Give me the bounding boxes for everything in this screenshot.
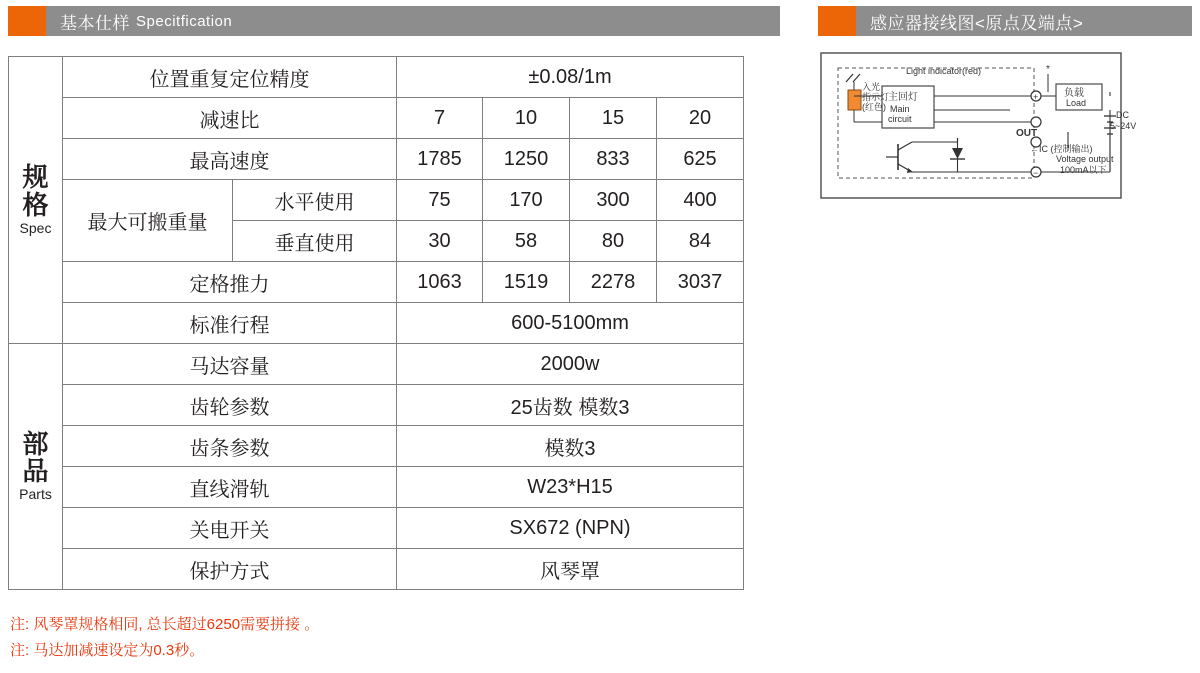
row-value-ratio-2: 10	[483, 98, 570, 139]
row-value-horizontal-4: 400	[657, 180, 744, 221]
row-label-accuracy: 位置重复定位精度	[63, 57, 397, 98]
side-label-parts-en: Parts	[19, 486, 52, 503]
accent-swatch-left	[8, 6, 46, 36]
notes-block	[10, 612, 319, 665]
label-light-cn: 入光	[862, 82, 881, 92]
spec-header-left-bar	[46, 6, 780, 36]
row-value-ratio-4: 20	[657, 98, 744, 139]
table-row	[9, 426, 744, 467]
row-value-thrust-1: 1063	[397, 262, 483, 303]
row-label-max-speed: 最高速度	[63, 139, 397, 180]
table-row	[9, 98, 744, 139]
row-value-accuracy: ±0.08/1m	[397, 57, 744, 98]
note-2: 注: 马达加减速设定为0.3秒。	[10, 642, 205, 660]
row-value-motor-capacity: 2000w	[397, 344, 744, 385]
note-1: 注: 风琴罩规格相同, 总长超过6250需要拼接 。	[10, 616, 320, 633]
side-label-spec-en: Spec	[19, 219, 52, 236]
spec-header-right-bar	[856, 6, 1192, 36]
row-label-rated-thrust: 定格推力	[63, 262, 397, 303]
table-row	[9, 344, 744, 385]
table-row	[9, 508, 744, 549]
side-label-parts-cn: 部品	[22, 428, 49, 487]
label-voltage-output: Voltage output	[1056, 154, 1114, 164]
row-value-thrust-3: 2278	[570, 262, 657, 303]
table-row	[9, 180, 744, 221]
label-main-en2: circuit	[888, 114, 912, 124]
side-label-spec	[9, 57, 63, 344]
table-row	[9, 262, 744, 303]
row-value-horizontal-1: 75	[397, 180, 483, 221]
spec-table-wrap	[8, 56, 743, 590]
spec-header-right-title: 感应器接线图<原点及端点>	[870, 13, 1084, 33]
table-row	[9, 467, 744, 508]
label-dc-range: 5~24V	[1110, 121, 1137, 131]
label-dc: DC	[1116, 110, 1129, 120]
label-out: OUT	[1016, 128, 1038, 139]
row-value-max-speed-3: 833	[570, 139, 657, 180]
row-value-protection: 风琴罩	[397, 549, 744, 590]
row-value-ratio-3: 15	[570, 98, 657, 139]
row-value-rack-params: 模数3	[397, 426, 744, 467]
row-value-vertical-4: 84	[657, 221, 744, 262]
side-label-parts	[9, 344, 63, 590]
row-value-vertical-1: 30	[397, 221, 483, 262]
label-load-cn: 负载	[1064, 88, 1084, 99]
label-star: *	[1046, 64, 1050, 75]
label-load-en: Load	[1066, 98, 1087, 108]
table-row	[9, 139, 744, 180]
row-label-protection: 保护方式	[63, 549, 397, 590]
row-value-max-speed-2: 1250	[483, 139, 570, 180]
label-light-cn2: 指示灯	[862, 92, 890, 102]
row-value-standard-stroke: 600-5100mm	[397, 303, 744, 344]
row-value-thrust-2: 1519	[483, 262, 570, 303]
row-label-max-load: 最大可搬重量	[63, 180, 233, 262]
row-value-gear-params: 25齿数 模数3	[397, 385, 744, 426]
spec-header-left-title-en: Specitfication	[136, 12, 233, 30]
row-label-rack-params: 齿条参数	[63, 426, 397, 467]
table-row	[9, 385, 744, 426]
row-label-ratio: 减速比	[63, 98, 397, 139]
row-sublabel-vertical: 垂直使用	[233, 221, 397, 262]
row-label-gear-params: 齿轮参数	[63, 385, 397, 426]
spec-table	[8, 56, 744, 590]
spec-header-left-title-cn: 基本仕样	[60, 13, 130, 33]
row-value-vertical-3: 80	[570, 221, 657, 262]
row-value-power-switch: SX672 (NPN)	[397, 508, 744, 549]
row-value-ratio-1: 7	[397, 98, 483, 139]
row-value-horizontal-3: 300	[570, 180, 657, 221]
table-row	[9, 57, 744, 98]
row-label-linear-guide: 直线滑轨	[63, 467, 397, 508]
table-row	[9, 303, 744, 344]
side-label-spec-cn: 规格	[22, 162, 49, 220]
row-value-linear-guide: W23*H15	[397, 467, 744, 508]
accent-swatch-right	[818, 6, 856, 36]
spec-header-left	[8, 6, 780, 36]
sensor-wiring-diagram	[820, 52, 1192, 217]
row-value-max-speed-4: 625	[657, 139, 744, 180]
label-light-cn3: (红色)	[862, 102, 886, 112]
row-sublabel-horizontal: 水平使用	[233, 180, 397, 221]
spec-header-right	[818, 6, 1192, 36]
label-ic: ←IC (控制输出)	[1030, 144, 1093, 154]
table-row	[9, 549, 744, 590]
label-voltage-ma: 100mA以下	[1060, 165, 1107, 175]
row-value-thrust-4: 3037	[657, 262, 744, 303]
label-main-en1: Main	[890, 104, 910, 114]
label-light-indicator: Light indicator(red)	[906, 66, 982, 76]
row-value-max-speed-1: 1785	[397, 139, 483, 180]
row-label-standard-stroke: 标准行程	[63, 303, 397, 344]
row-value-horizontal-2: 170	[483, 180, 570, 221]
row-label-power-switch: 关电开关	[63, 508, 397, 549]
label-plus: +	[1033, 92, 1039, 102]
label-minus: −	[1033, 168, 1039, 178]
label-main-cn: 主回灯	[888, 92, 918, 103]
row-label-motor-capacity: 马达容量	[63, 344, 397, 385]
row-value-vertical-2: 58	[483, 221, 570, 262]
